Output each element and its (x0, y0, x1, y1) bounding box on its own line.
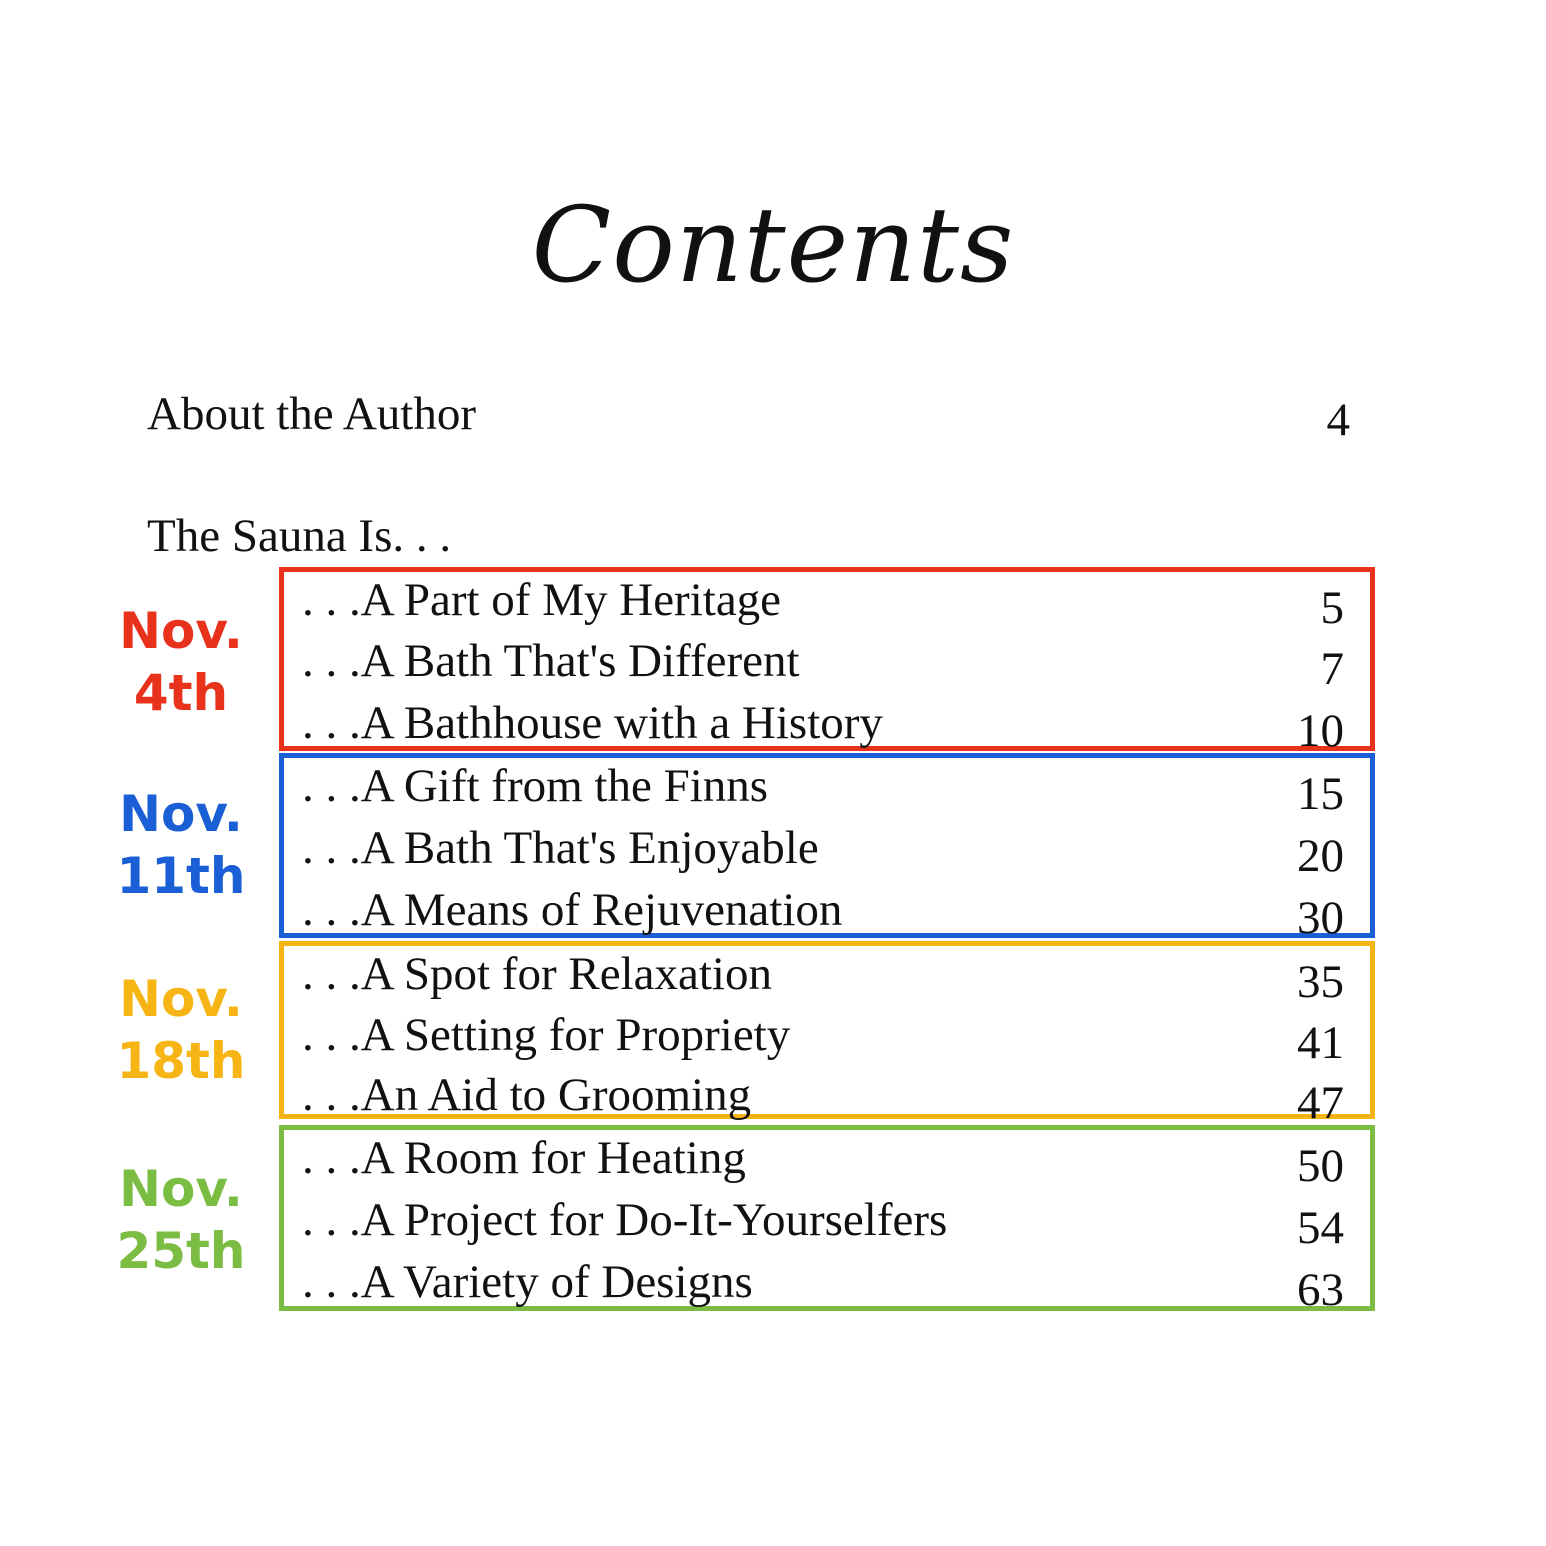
toc-entry-page-number: 35 (1297, 956, 1344, 1008)
toc-entry-about-author[interactable] (147, 386, 476, 442)
toc-entry-page-number: 63 (1297, 1264, 1344, 1316)
toc-entry-label[interactable]: . . .A Setting for Propriety (302, 1009, 791, 1061)
toc-entry-label[interactable]: . . .A Project for Do-It-Yourselfers (302, 1194, 948, 1246)
group-date-month: Nov. (119, 602, 243, 660)
group-date-month: Nov. (119, 1160, 243, 1218)
group-date-day: 11th (116, 847, 246, 905)
group-date-label (96, 600, 266, 724)
group-date-label (96, 1158, 266, 1282)
toc-entry-label[interactable]: . . .A Variety of Designs (302, 1256, 753, 1308)
group-box (279, 753, 1375, 944)
toc-entry-page-number: 30 (1297, 892, 1344, 944)
toc-entry-label: About the Author (147, 388, 476, 440)
group-date-label (96, 783, 266, 907)
group-box (279, 941, 1375, 1129)
group-box (279, 1125, 1375, 1316)
group-date-label (96, 968, 266, 1092)
group-date-day: 25th (116, 1222, 246, 1280)
toc-entry-page-number: 15 (1297, 768, 1344, 820)
toc-entry-label[interactable]: . . .A Gift from the Finns (302, 760, 769, 812)
page-title: Contents (531, 184, 1015, 306)
toc-entry-label[interactable]: . . .A Spot for Relaxation (302, 948, 772, 1000)
toc-entry-label[interactable]: . . .A Bathhouse with a History (302, 697, 883, 749)
toc-entry-page-number: 4 (1326, 394, 1350, 446)
group-date-day: 4th (133, 664, 229, 722)
toc-entry-page-number: 50 (1297, 1140, 1344, 1192)
group-date-day: 18th (116, 1032, 246, 1090)
toc-entry-page-number: 20 (1297, 830, 1344, 882)
section-heading: The Sauna Is. . . (147, 510, 452, 562)
group-box (279, 567, 1375, 757)
toc-entry-label[interactable]: . . .A Bath That's Enjoyable (302, 822, 819, 874)
toc-entry-label[interactable]: . . .An Aid to Grooming (302, 1069, 752, 1121)
toc-entry-page-number: 10 (1297, 705, 1344, 757)
toc-entry-page-number: 54 (1297, 1202, 1344, 1254)
toc-entry-page-number: 5 (1320, 582, 1344, 634)
toc-entry-page-number: 41 (1297, 1017, 1344, 1069)
toc-entry-label[interactable]: . . .A Bath That's Different (302, 635, 800, 687)
group-date-month: Nov. (119, 785, 243, 843)
toc-entry-label[interactable]: . . .A Room for Heating (302, 1132, 746, 1184)
toc-entry-page-number: 7 (1320, 643, 1344, 695)
toc-entry-label[interactable]: . . .A Means of Rejuvenation (302, 884, 843, 936)
toc-entry-page-number: 47 (1297, 1077, 1344, 1129)
toc-entry-label[interactable]: . . .A Part of My Heritage (302, 574, 782, 626)
group-date-month: Nov. (119, 970, 243, 1028)
